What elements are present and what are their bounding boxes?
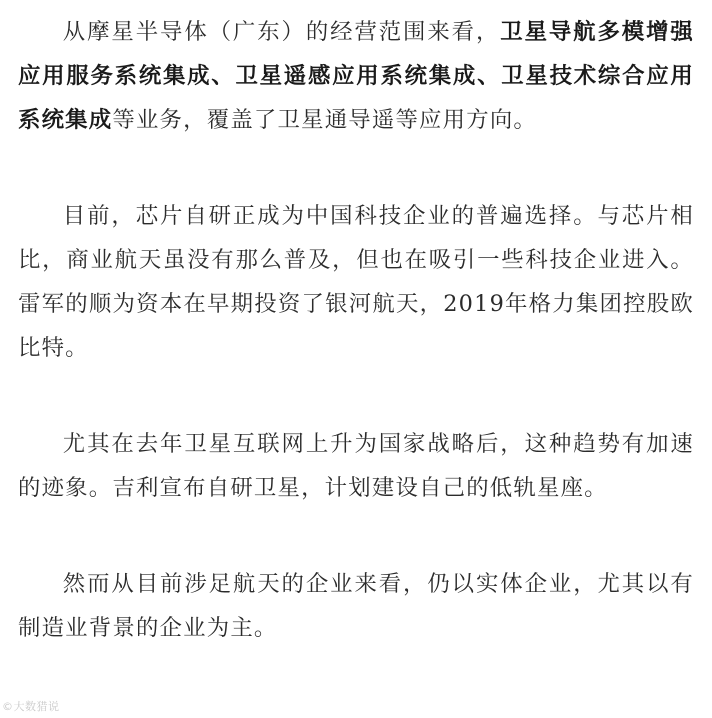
paragraph-1-bold: 卫星导航多模增强应用服务系统集成、卫星遥感应用系统集成、卫星技术综合应用系统集成 bbox=[18, 19, 694, 133]
paragraph-3: 尤其在去年卫星互联网上升为国家战略后，这种趋势有加速的迹象。吉利宣布自研卫星，计划建设自己的低轨星座。 bbox=[18, 431, 694, 501]
paragraph-1-tail: 等业务，覆盖了卫星通导遥等应用方向。 bbox=[112, 107, 538, 133]
paragraph-4: 然而从目前涉足航天的企业来看，仍以实体企业，尤其以有制造业背景的企业为主。 bbox=[18, 571, 694, 641]
watermark: ©大数猎说 bbox=[2, 700, 60, 713]
paragraph-2: 目前，芯片自研正成为中国科技企业的普遍选择。与芯片相比，商业航天虽没有那么普及，但也在吸引一些科技企业进入。雷军的顺为资本在早期投资了银河航天，2019年格力集团控股欧比特。 bbox=[18, 203, 694, 361]
article-body bbox=[18, 10, 694, 702]
paragraph-1-lead: 从摩星半导体（广东）的经营范围来看， bbox=[62, 19, 501, 45]
paragraph-1 bbox=[18, 10, 694, 142]
